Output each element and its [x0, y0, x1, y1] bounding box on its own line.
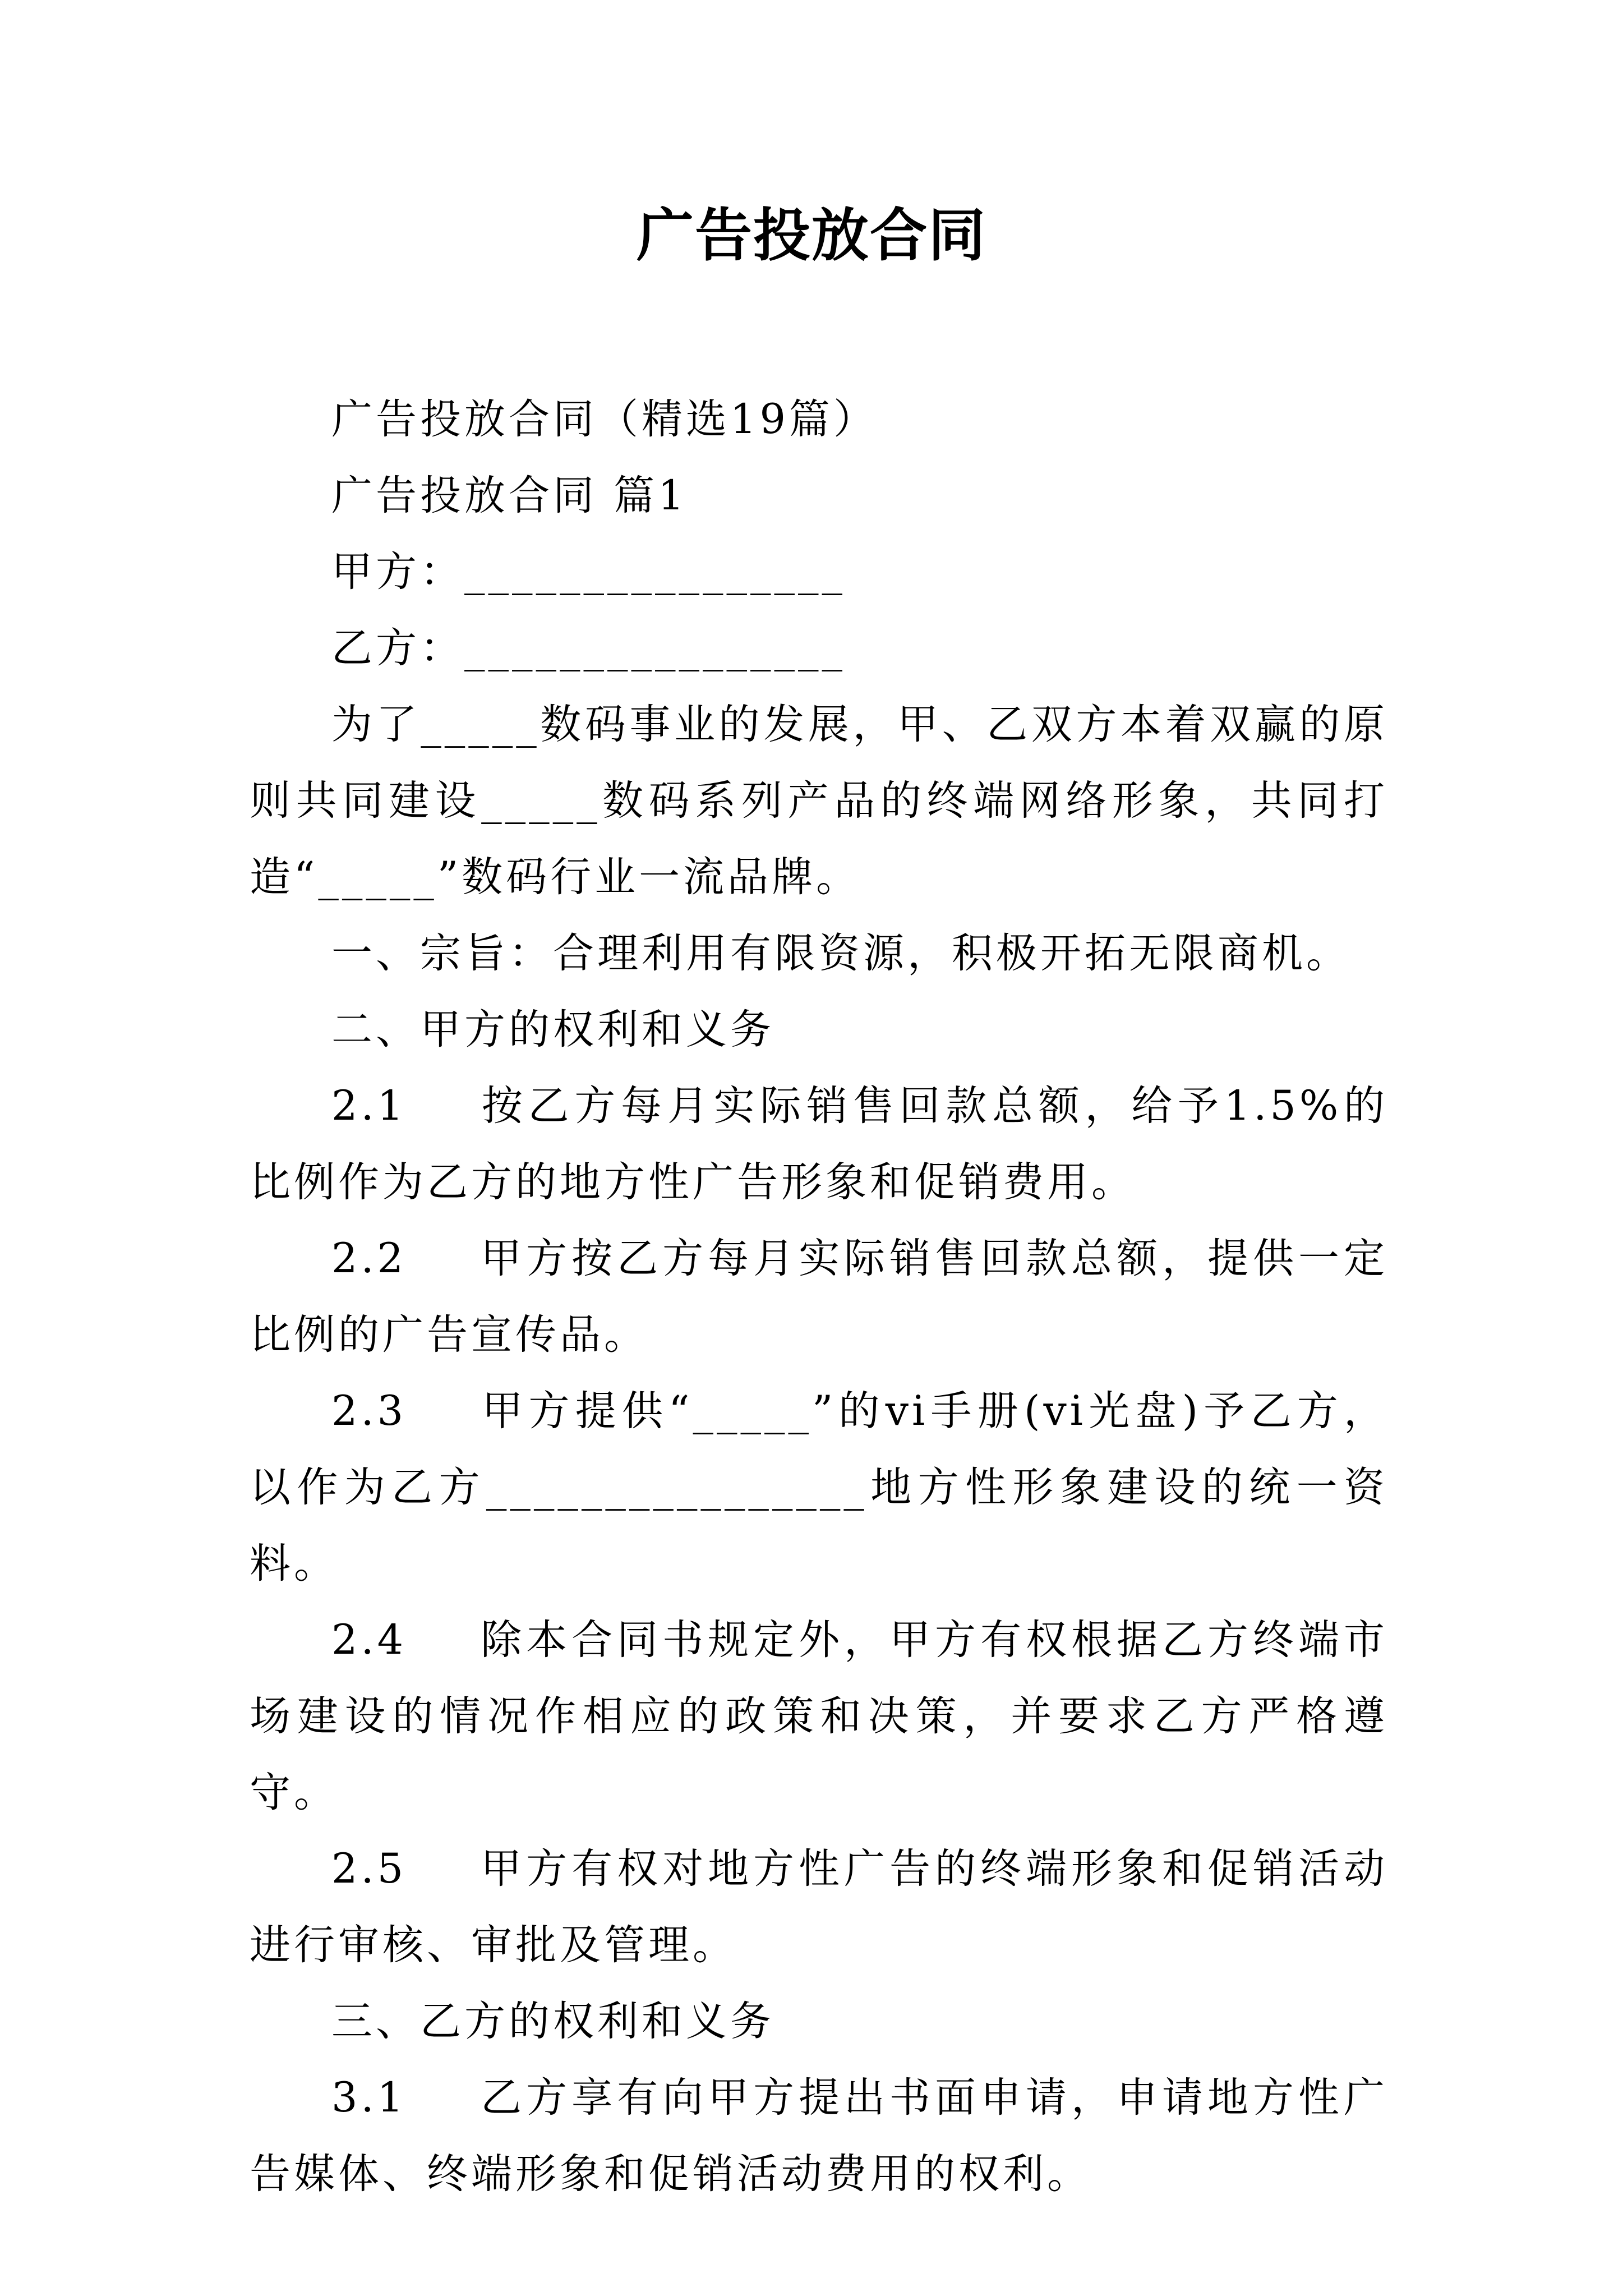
clause-text: 按乙方每月实际销售回款总额，给予1.5%的比例作为乙方的地方性广告形象和促销费用。: [250, 1082, 1388, 1206]
clause-2-1: [250, 1068, 1388, 1221]
clause-text: 甲方有权对地方性广告的终端形象和促销活动进行审核、审批及管理。: [250, 1845, 1388, 1969]
document-subtitle: 广告投放合同（精选19篇）: [331, 395, 878, 443]
clause-text: 甲方提供“_____”的vi手册(vi光盘)予乙方，以作为乙方________________地方性形象建设的统一资料。: [250, 1387, 1388, 1588]
clause-text: 乙方享有向甲方提出书面申请，申请地方性广告媒体、终端形象和促销活动费用的权利。: [250, 2074, 1388, 2198]
document-title: 广告投放合同: [637, 202, 986, 269]
clause-2-5: [250, 1831, 1388, 1984]
clause-number: 2.3: [331, 1387, 407, 1435]
clause-number: 2.5: [331, 1845, 407, 1893]
clause-number: 3.1: [331, 2074, 407, 2122]
party-a-line: 甲方：________________: [331, 548, 846, 596]
preamble-paragraph: 为了_____数码事业的发展，甲、乙双方本着双赢的原则共同建设_____数码系列产品的终端网络形象，共同打造“_____”数码行业一流品牌。: [250, 701, 1388, 901]
clause-text: 甲方按乙方每月实际销售回款总额，提供一定比例的广告宣传品。: [250, 1235, 1388, 1359]
clause-party-a-heading: 二、甲方的权利和义务: [331, 1006, 774, 1053]
clause-party-b-heading: 三、乙方的权利和义务: [331, 1998, 774, 2045]
document-body: [250, 381, 1388, 2212]
clause-number: 2.4: [331, 1616, 407, 1664]
clause-2-2: [250, 1221, 1388, 1373]
clause-2-4: [250, 1602, 1388, 1831]
clause-number: 2.1: [331, 1082, 407, 1130]
clause-number: 2.2: [331, 1235, 407, 1282]
clause-3-1: [250, 2060, 1388, 2212]
party-b-line: 乙方：________________: [331, 624, 846, 672]
clause-2-3: [250, 1373, 1388, 1602]
section-heading: 广告投放合同 篇1: [331, 472, 688, 519]
clause-purpose: 一、宗旨：合理利用有限资源，积极开拓无限商机。: [331, 930, 1350, 977]
clause-text: 除本合同书规定外，甲方有权根据乙方终端市场建设的情况作相应的政策和决策，并要求乙方严格遵守。: [250, 1616, 1388, 1816]
